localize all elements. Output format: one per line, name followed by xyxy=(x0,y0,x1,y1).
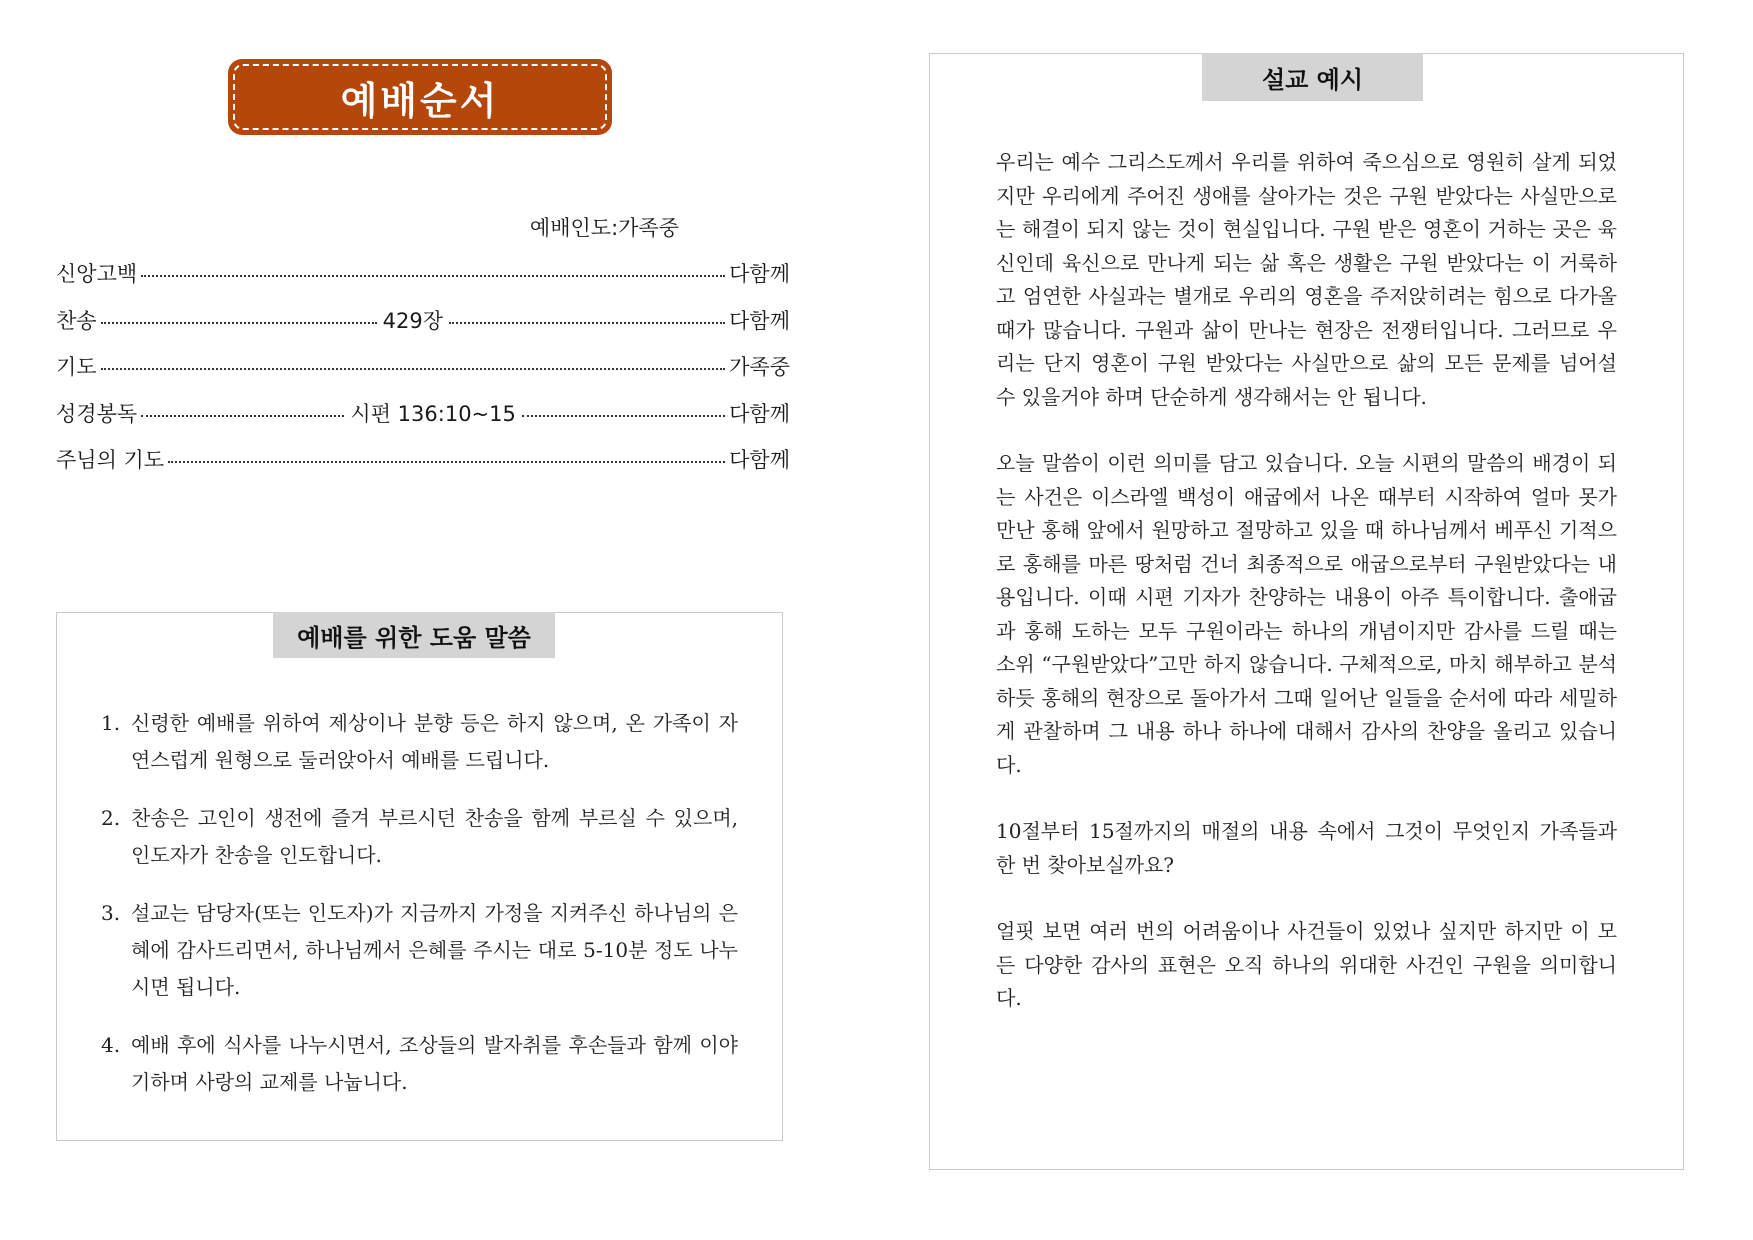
help-box-header: 예배를 위한 도움 말씀 xyxy=(273,612,555,658)
dot-leader xyxy=(522,415,725,417)
list-item xyxy=(101,705,738,779)
sermon-box-header: 설교 예시 xyxy=(1202,53,1423,101)
list-item-number: 4. xyxy=(101,1033,121,1057)
worship-leader: 예배인도:가족중 xyxy=(529,216,679,240)
order-performer: 다함께 xyxy=(729,262,790,286)
sermon-box xyxy=(929,53,1684,1170)
order-label: 성경봉독 xyxy=(56,402,138,426)
order-row-hymn xyxy=(56,304,790,336)
order-detail: 시편 136:10~15 xyxy=(350,402,516,426)
dot-leader xyxy=(141,415,344,417)
order-performer: 가족중 xyxy=(729,355,790,379)
title-badge xyxy=(228,59,612,135)
order-label: 주님의 기도 xyxy=(56,448,165,472)
order-row-confession xyxy=(56,257,790,289)
list-item xyxy=(101,1027,738,1101)
order-performer: 다함께 xyxy=(729,309,790,333)
order-performer: 다함께 xyxy=(729,402,790,426)
sermon-paragraph: 10절부터 15절까지의 매절의 내용 속에서 그것이 무엇인지 가족들과 한 번 찾아보실까요? xyxy=(996,819,1617,877)
dot-leader xyxy=(449,322,725,324)
list-item-number: 3. xyxy=(101,901,121,925)
list-item-text: 설교는 담당자(또는 인도자)가 지금까지 가정을 지켜주신 하나님의 은혜에 감사드리면서, 하나님께서 은혜를 주시는 대로 5-10분 정도 나누시면 됩니다. xyxy=(131,901,738,999)
order-label: 신앙고백 xyxy=(56,262,138,286)
list-item-text: 찬송은 고인이 생전에 즐겨 부르시던 찬송을 함께 부르실 수 있으며, 인도자가 찬송을 인도합니다. xyxy=(131,806,738,867)
list-item-text: 신령한 예배를 위하여 제상이나 분향 등은 하지 않으며, 온 가족이 자연스럽게 원형으로 둘러앉아서 예배를 드립니다. xyxy=(131,711,738,772)
order-label: 기도 xyxy=(56,355,97,379)
order-row-scripture xyxy=(56,397,790,429)
list-item xyxy=(101,800,738,874)
dot-leader xyxy=(101,368,726,370)
help-list xyxy=(101,705,738,1122)
order-row-prayer xyxy=(56,350,790,382)
page-title: 예배순서 xyxy=(340,78,500,123)
list-item-number: 2. xyxy=(101,806,121,830)
order-detail: 429장 xyxy=(382,309,444,333)
order-row-lords-prayer xyxy=(56,443,790,475)
order-label: 찬송 xyxy=(56,309,97,333)
sermon-paragraph: 우리는 예수 그리스도께서 우리를 위하여 죽으심으로 영원히 살게 되었지만 우리에게 주어진 생애를 살아가는 것은 구원 받았다는 사실만으로는 해결이 되지 않는 것이 현실입니다. 구원 받은 영혼이 거하는 곳은 육신인데 육신으로 만나게 되는 삶 혹은 생활은 구원 받았다는 이 거룩하고 엄연한 사실과는 별개로 우리의 영혼을 주저앉히려는 힘으로 다가올 때가 많습니다. 구원과 삶이 만나는 현장은 전쟁터입니다. 그러므로 우리는 단지 영혼이 구원 받았다는 사실만으로 삶의 모든 문제를 넘어설 수 있을거야 하며 단순하게 생각해서는 안 됩니다. xyxy=(996,150,1617,409)
list-item-number: 1. xyxy=(101,711,121,735)
dot-leader xyxy=(141,275,725,277)
sermon-text xyxy=(996,146,1617,1049)
dot-leader xyxy=(168,461,725,463)
dot-leader xyxy=(101,322,377,324)
list-item xyxy=(101,895,738,1006)
list-item-text: 예배 후에 식사를 나누시면서, 조상들의 발자취를 후손들과 함께 이야기하며 사랑의 교제를 나눕니다. xyxy=(131,1033,738,1094)
sermon-paragraph: 얼핏 보면 여러 번의 어려움이나 사건들이 있었나 싶지만 하지만 이 모든 다양한 감사의 표현은 오직 하나의 위대한 사건인 구원을 의미합니다. xyxy=(996,919,1617,1010)
help-box xyxy=(56,612,783,1141)
order-performer: 다함께 xyxy=(729,448,790,472)
sermon-paragraph: 오늘 말씀이 이런 의미를 담고 있습니다. 오늘 시편의 말씀의 배경이 되는 사건은 이스라엘 백성이 애굽에서 나온 때부터 시작하여 얼마 못가 만난 홍해 앞에서 원망하고 절망하고 있을 때 하나님께서 베푸신 기적으로 홍해를 마른 땅처럼 건너 최종적으로 애굽으로부터 구원받았다는 내용입니다. 이때 시편 기자가 찬양하는 내용이 아주 특이합니다. 출애굽과 홍해 도하는 모두 구원이라는 하나의 개념이지만 감사를 드릴 때는 소위 “구원받았다”고만 하지 않습니다. 구체적으로, 마치 해부하고 분석하듯 홍해의 현장으로 돌아가서 그때 일어난 일들을 순서에 따라 세밀하게 관찰하며 그 내용 하나 하나에 대해서 감사의 찬양을 올리고 있습니다. xyxy=(996,451,1617,777)
